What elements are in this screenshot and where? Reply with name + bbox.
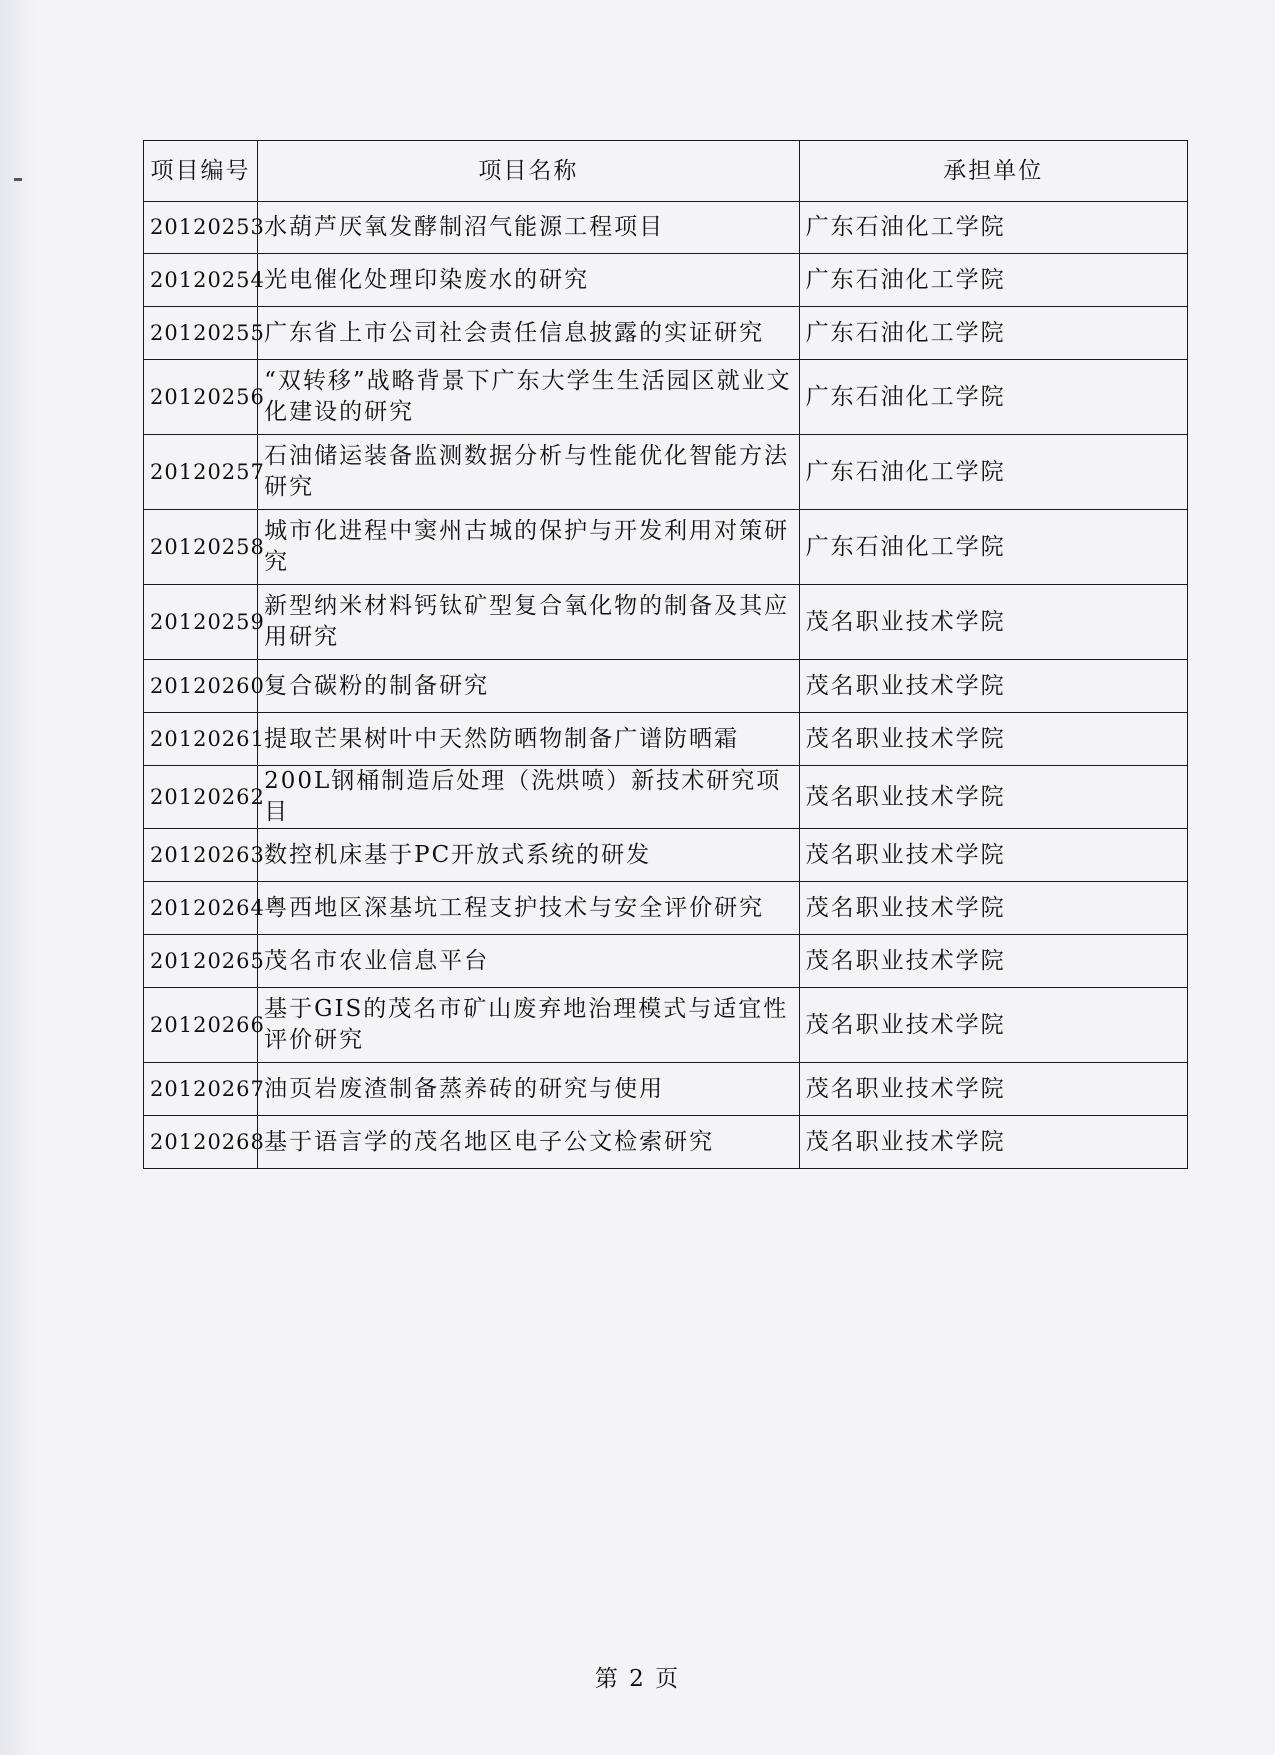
undertaking-unit-cell: 广东石油化工学院	[799, 202, 1187, 254]
project-id-cell: 20120263	[144, 829, 258, 882]
project-name-cell: 光电催化处理印染废水的研究	[258, 254, 800, 307]
undertaking-unit-cell: 茂名职业技术学院	[799, 766, 1187, 829]
project-id-cell: 20120256	[144, 360, 258, 435]
project-id-cell: 20120255	[144, 307, 258, 360]
table-row	[144, 202, 1188, 254]
project-id-cell: 20120267	[144, 1063, 258, 1116]
header-undertaking-unit: 承担单位	[799, 141, 1187, 202]
table-row	[144, 766, 1188, 829]
header-project-id: 项目编号	[144, 141, 258, 202]
table-row	[144, 510, 1188, 585]
scan-mark	[14, 178, 22, 181]
table-row	[144, 360, 1188, 435]
undertaking-unit-cell: 茂名职业技术学院	[799, 1116, 1187, 1169]
table-row	[144, 713, 1188, 766]
table-row	[144, 660, 1188, 713]
undertaking-unit-cell: 茂名职业技术学院	[799, 1063, 1187, 1116]
project-name-cell: 粤西地区深基坑工程支护技术与安全评价研究	[258, 882, 800, 935]
undertaking-unit-cell: 茂名职业技术学院	[799, 713, 1187, 766]
table-row	[144, 307, 1188, 360]
project-name-cell: 提取芒果树叶中天然防晒物制备广谱防晒霜	[258, 713, 800, 766]
undertaking-unit-cell: 茂名职业技术学院	[799, 988, 1187, 1063]
project-id-cell: 20120265	[144, 935, 258, 988]
project-id-cell: 20120254	[144, 254, 258, 307]
project-name-cell: “双转移”战略背景下广东大学生生活园区就业文化建设的研究	[258, 360, 800, 435]
project-id-cell: 20120259	[144, 585, 258, 660]
project-name-cell: 新型纳米材料钙钛矿型复合氧化物的制备及其应用研究	[258, 585, 800, 660]
undertaking-unit-cell: 茂名职业技术学院	[799, 585, 1187, 660]
table-row	[144, 585, 1188, 660]
project-name-cell: 城市化进程中窦州古城的保护与开发利用对策研究	[258, 510, 800, 585]
table-row	[144, 1063, 1188, 1116]
undertaking-unit-cell: 广东石油化工学院	[799, 254, 1187, 307]
page-number: 第 2 页	[594, 1666, 681, 1692]
project-name-cell: 基于GIS的茂名市矿山废弃地治理模式与适宜性评价研究	[258, 988, 800, 1063]
project-id-cell: 20120268	[144, 1116, 258, 1169]
project-name-cell: 广东省上市公司社会责任信息披露的实证研究	[258, 307, 800, 360]
table-row	[144, 988, 1188, 1063]
project-name-cell: 基于语言学的茂名地区电子公文检索研究	[258, 1116, 800, 1169]
undertaking-unit-cell: 茂名职业技术学院	[799, 829, 1187, 882]
undertaking-unit-cell: 广东石油化工学院	[799, 360, 1187, 435]
project-id-cell: 20120253	[144, 202, 258, 254]
page-edge-shadow	[0, 0, 40, 1755]
table-body	[144, 202, 1188, 1169]
undertaking-unit-cell: 广东石油化工学院	[799, 435, 1187, 510]
undertaking-unit-cell: 广东石油化工学院	[799, 510, 1187, 585]
project-id-cell: 20120261	[144, 713, 258, 766]
project-name-cell: 数控机床基于PC开放式系统的研发	[258, 829, 800, 882]
project-name-cell: 茂名市农业信息平台	[258, 935, 800, 988]
table-row	[144, 435, 1188, 510]
table-row	[144, 829, 1188, 882]
project-id-cell: 20120258	[144, 510, 258, 585]
project-name-cell: 油页岩废渣制备蒸养砖的研究与使用	[258, 1063, 800, 1116]
project-name-cell: 石油储运装备监测数据分析与性能优化智能方法研究	[258, 435, 800, 510]
table-row	[144, 1116, 1188, 1169]
project-id-cell: 20120262	[144, 766, 258, 829]
project-name-cell: 200L钢桶制造后处理（洗烘喷）新技术研究项目	[258, 766, 800, 829]
undertaking-unit-cell: 茂名职业技术学院	[799, 935, 1187, 988]
project-id-cell: 20120266	[144, 988, 258, 1063]
table-row	[144, 882, 1188, 935]
header-project-name: 项目名称	[258, 141, 800, 202]
project-name-cell: 复合碳粉的制备研究	[258, 660, 800, 713]
table-header-row	[144, 141, 1188, 202]
undertaking-unit-cell: 茂名职业技术学院	[799, 882, 1187, 935]
project-id-cell: 20120257	[144, 435, 258, 510]
table-row	[144, 935, 1188, 988]
undertaking-unit-cell: 广东石油化工学院	[799, 307, 1187, 360]
table-row	[144, 254, 1188, 307]
undertaking-unit-cell: 茂名职业技术学院	[799, 660, 1187, 713]
project-table	[143, 140, 1188, 1169]
project-id-cell: 20120264	[144, 882, 258, 935]
project-id-cell: 20120260	[144, 660, 258, 713]
project-name-cell: 水葫芦厌氧发酵制沼气能源工程项目	[258, 202, 800, 254]
